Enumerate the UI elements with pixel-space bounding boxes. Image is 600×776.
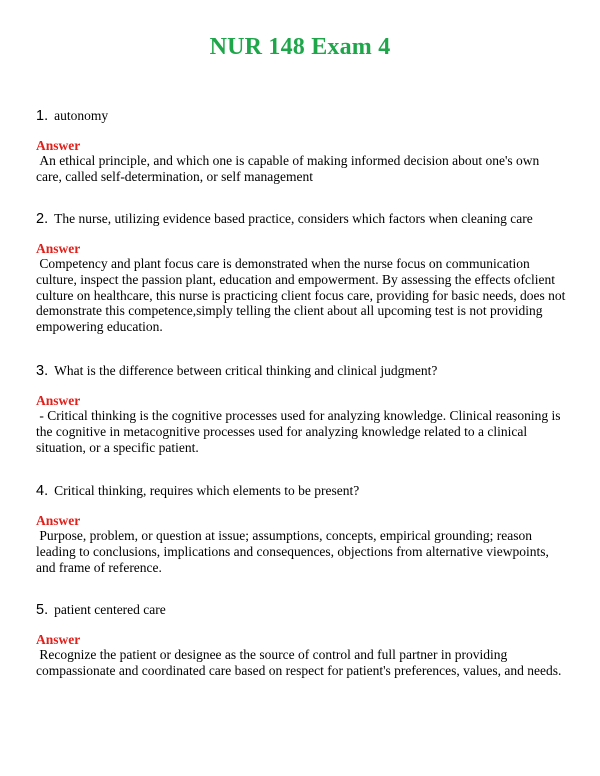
question-block-2 <box>36 210 569 335</box>
question-text: Critical thinking, requires which elements to be present? <box>54 483 360 498</box>
question-text: autonomy <box>54 108 109 123</box>
question-number: 1. <box>36 108 49 124</box>
question-number: 3. <box>36 363 49 379</box>
answer-text: Competency and plant focus care is demonstrated when the nurse focus on communication culture, inspect the passion plant, education and empowerment. By assessing the effects ofclient culture on healthcare, this nurse is practicing client focus care, providing for basic needs, does not demonstrate this competence,simply telling the client about all upcoming test is not providing empowering education. <box>36 256 569 335</box>
answer-text: Recognize the patient or designee as the source of control and full partner in providing compassionate and coordinated care based on respect for patient's preferences, values, and needs. <box>36 647 562 678</box>
answer-label: Answer <box>36 241 81 256</box>
question-line <box>36 362 566 380</box>
question-number: 5. <box>36 602 49 618</box>
answer-text: Purpose, problem, or question at issue; assumptions, concepts, empirical grounding; reason leading to conclusions, implications and consequences, objections from alternative viewpoints, and frame of reference. <box>36 528 553 575</box>
question-line <box>36 210 566 228</box>
page-title: NUR 148 Exam 4 <box>209 34 391 60</box>
answer-label: Answer <box>36 138 81 153</box>
answer-label: Answer <box>36 393 81 408</box>
question-block-4 <box>36 482 566 575</box>
question-text: The nurse, utilizing evidence based practice, considers which factors when cleaning care <box>54 211 533 226</box>
question-line <box>36 482 566 500</box>
question-block-1 <box>36 107 566 185</box>
answer-label: Answer <box>36 513 81 528</box>
question-line <box>36 601 566 619</box>
question-text: What is the difference between critical thinking and clinical judgment? <box>54 363 438 378</box>
question-number: 4. <box>36 483 49 499</box>
question-number: 2. <box>36 211 49 227</box>
question-block-3 <box>36 362 566 455</box>
question-block-5 <box>36 601 566 679</box>
answer-text: An ethical principle, and which one is capable of making informed decision about one's own care, called self-determination, or self management <box>36 153 543 184</box>
answer-label: Answer <box>36 632 81 647</box>
question-text: patient centered care <box>54 602 166 617</box>
question-line <box>36 107 566 125</box>
answer-text: - Critical thinking is the cognitive processes used for analyzing knowledge. Clinical reasoning is the cognitive in metacognitive processes used for analyzing knowledge related to a clinical situation, or a specific patient. <box>36 408 564 455</box>
